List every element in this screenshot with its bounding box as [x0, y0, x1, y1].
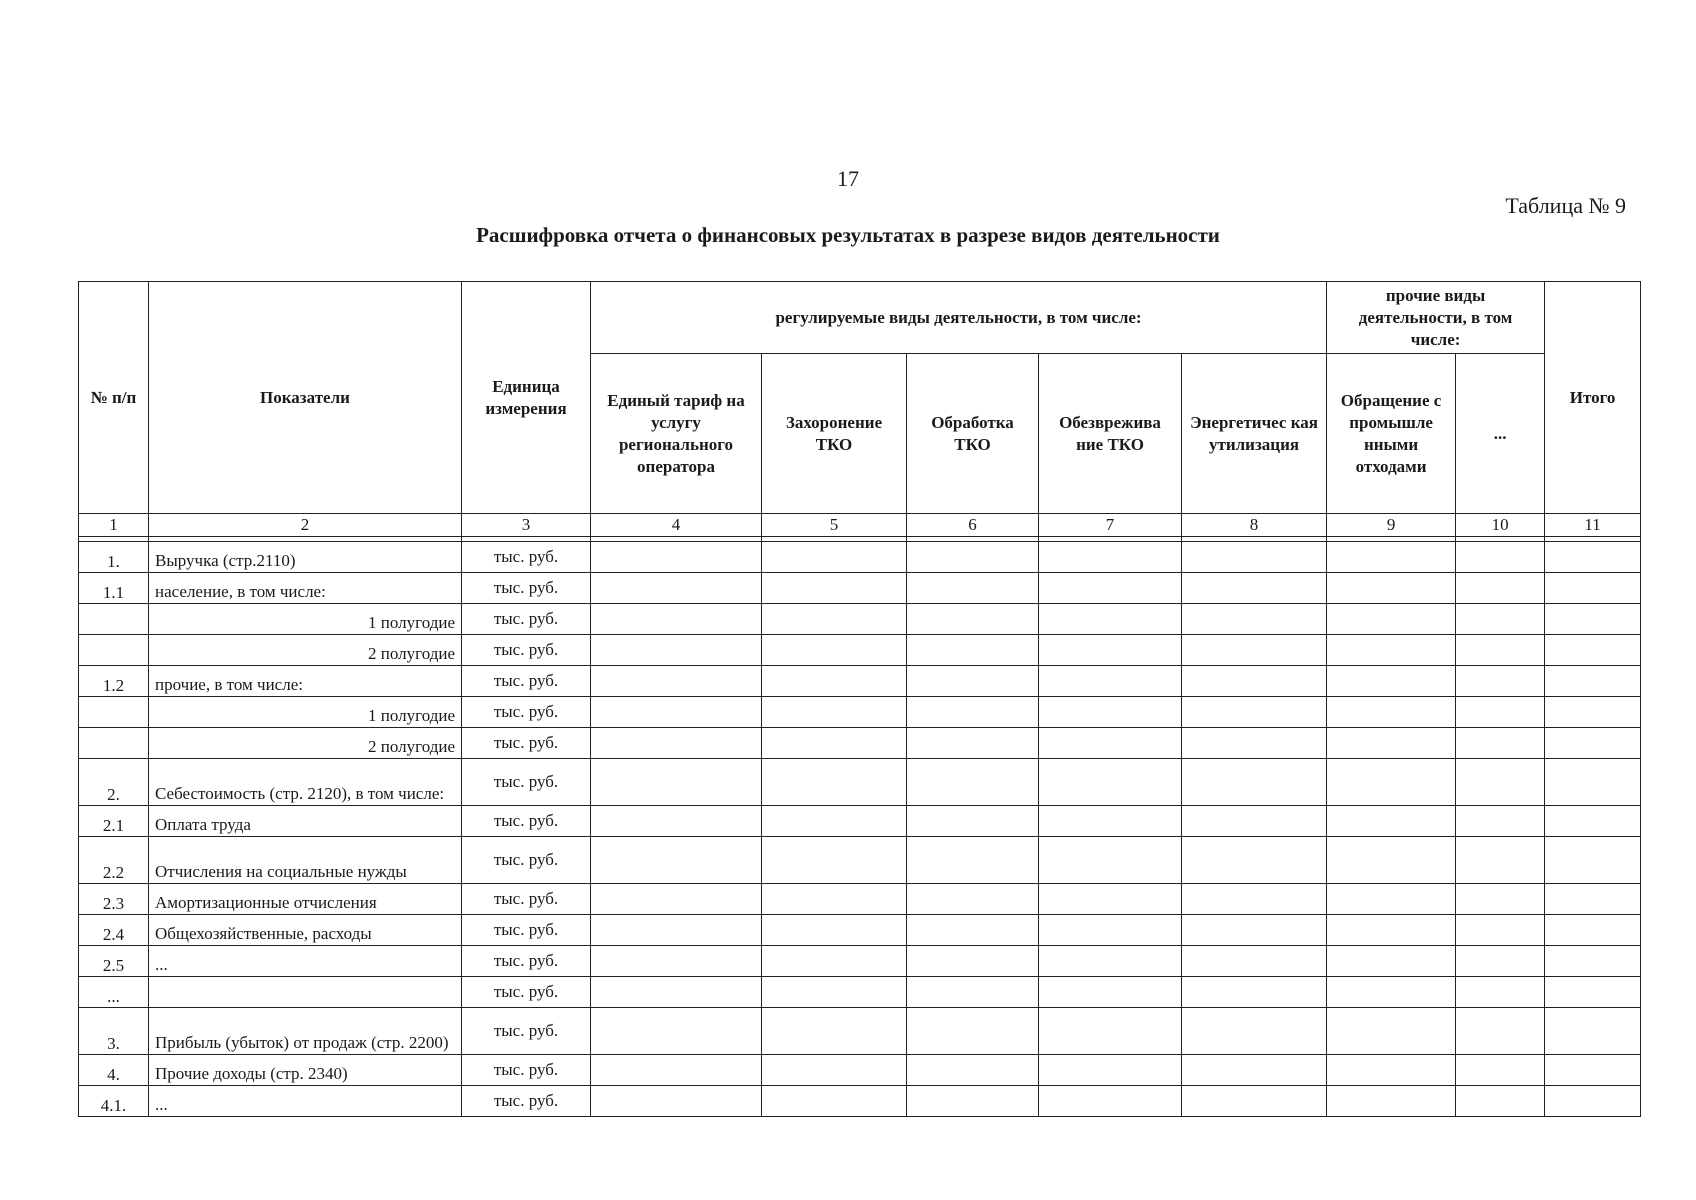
value-cell-col11 [1545, 806, 1641, 837]
value-cell-col11 [1545, 1055, 1641, 1086]
value-cell-col10 [1456, 666, 1545, 697]
value-cell-col10 [1456, 542, 1545, 573]
value-cell-col11 [1545, 977, 1641, 1008]
table-row [79, 666, 1641, 697]
row-unit: тыс. руб. [462, 946, 591, 977]
row-indicator: ... [149, 1086, 462, 1117]
value-cell-col9 [1327, 666, 1456, 697]
value-cell-col8 [1182, 946, 1327, 977]
row-unit: тыс. руб. [462, 977, 591, 1008]
value-cell-col7 [1039, 946, 1182, 977]
table-row [79, 1055, 1641, 1086]
value-cell-col6 [907, 1086, 1039, 1117]
row-unit: тыс. руб. [462, 604, 591, 635]
value-cell-col10 [1456, 604, 1545, 635]
row-unit: тыс. руб. [462, 759, 591, 806]
value-cell-col5 [762, 697, 907, 728]
column-number: 7 [1039, 514, 1182, 537]
row-indicator [149, 977, 462, 1008]
column-number: 8 [1182, 514, 1327, 537]
row-indicator: Амортизационные отчисления [149, 884, 462, 915]
column-number: 5 [762, 514, 907, 537]
row-number: 1.2 [79, 666, 149, 697]
table-row [79, 697, 1641, 728]
value-cell-col6 [907, 666, 1039, 697]
value-cell-col11 [1545, 728, 1641, 759]
header-sub-col10: ... [1456, 354, 1545, 514]
column-number: 10 [1456, 514, 1545, 537]
column-number-row [79, 514, 1641, 537]
row-unit: тыс. руб. [462, 666, 591, 697]
row-indicator: Отчисления на социальные нужды [149, 837, 462, 884]
value-cell-col7 [1039, 915, 1182, 946]
value-cell-col5 [762, 884, 907, 915]
row-number: 4.1. [79, 1086, 149, 1117]
table-row [79, 542, 1641, 573]
value-cell-col11 [1545, 915, 1641, 946]
column-number: 2 [149, 514, 462, 537]
value-cell-col10 [1456, 728, 1545, 759]
value-cell-col4 [591, 977, 762, 1008]
table-row [79, 1086, 1641, 1117]
value-cell-col9 [1327, 573, 1456, 604]
value-cell-col10 [1456, 806, 1545, 837]
column-number: 3 [462, 514, 591, 537]
value-cell-col8 [1182, 915, 1327, 946]
value-cell-col8 [1182, 542, 1327, 573]
value-cell-col8 [1182, 884, 1327, 915]
row-unit: тыс. руб. [462, 573, 591, 604]
row-number: 1. [79, 542, 149, 573]
table-number: Таблица № 9 [1505, 193, 1626, 218]
value-cell-col5 [762, 837, 907, 884]
value-cell-col6 [907, 759, 1039, 806]
header-sub-col5: Захоронение ТКО [762, 354, 907, 514]
value-cell-col7 [1039, 573, 1182, 604]
value-cell-col11 [1545, 837, 1641, 884]
table-row [79, 728, 1641, 759]
row-number: 3. [79, 1008, 149, 1055]
value-cell-col5 [762, 946, 907, 977]
row-unit: тыс. руб. [462, 1008, 591, 1055]
value-cell-col5 [762, 728, 907, 759]
value-cell-col8 [1182, 806, 1327, 837]
table-row [79, 1008, 1641, 1055]
value-cell-col9 [1327, 837, 1456, 884]
value-cell-col8 [1182, 977, 1327, 1008]
row-unit: тыс. руб. [462, 1055, 591, 1086]
value-cell-col8 [1182, 697, 1327, 728]
table-row [79, 573, 1641, 604]
value-cell-col9 [1327, 1086, 1456, 1117]
value-cell-col10 [1456, 697, 1545, 728]
row-unit: тыс. руб. [462, 884, 591, 915]
row-number: 2.4 [79, 915, 149, 946]
value-cell-col9 [1327, 542, 1456, 573]
table-row [79, 837, 1641, 884]
value-cell-col10 [1456, 1055, 1545, 1086]
table-row [79, 915, 1641, 946]
header-num: № п/п [79, 282, 149, 514]
value-cell-col6 [907, 884, 1039, 915]
header-unit: Единица измерения [462, 282, 591, 514]
row-number: 2. [79, 759, 149, 806]
row-indicator: Оплата труда [149, 806, 462, 837]
value-cell-col7 [1039, 1055, 1182, 1086]
financial-results-table [78, 281, 1641, 1117]
value-cell-col9 [1327, 806, 1456, 837]
value-cell-col6 [907, 573, 1039, 604]
row-number: 2.1 [79, 806, 149, 837]
value-cell-col7 [1039, 759, 1182, 806]
value-cell-col6 [907, 1008, 1039, 1055]
row-indicator: 1 полугодие [149, 604, 462, 635]
value-cell-col7 [1039, 1086, 1182, 1117]
value-cell-col6 [907, 697, 1039, 728]
value-cell-col7 [1039, 884, 1182, 915]
value-cell-col9 [1327, 728, 1456, 759]
value-cell-col8 [1182, 1055, 1327, 1086]
column-number: 9 [1327, 514, 1456, 537]
value-cell-col9 [1327, 915, 1456, 946]
value-cell-col11 [1545, 666, 1641, 697]
value-cell-col7 [1039, 666, 1182, 697]
value-cell-col9 [1327, 697, 1456, 728]
row-number: 2.5 [79, 946, 149, 977]
value-cell-col4 [591, 604, 762, 635]
header-group-regulated: регулируемые виды деятельности, в том числе: [591, 282, 1327, 354]
value-cell-col7 [1039, 604, 1182, 635]
value-cell-col6 [907, 604, 1039, 635]
value-cell-col4 [591, 542, 762, 573]
row-indicator: прочие, в том числе: [149, 666, 462, 697]
header-total: Итого [1545, 282, 1641, 514]
row-indicator: Прочие доходы (стр. 2340) [149, 1055, 462, 1086]
value-cell-col10 [1456, 837, 1545, 884]
value-cell-col10 [1456, 884, 1545, 915]
value-cell-col10 [1456, 635, 1545, 666]
value-cell-col6 [907, 1055, 1039, 1086]
value-cell-col4 [591, 806, 762, 837]
value-cell-col11 [1545, 759, 1641, 806]
table-row [79, 604, 1641, 635]
value-cell-col8 [1182, 1008, 1327, 1055]
column-number: 11 [1545, 514, 1641, 537]
value-cell-col5 [762, 1008, 907, 1055]
header-sub-col7: Обезврежива ние ТКО [1039, 354, 1182, 514]
value-cell-col10 [1456, 1086, 1545, 1117]
row-indicator: Себестоимость (стр. 2120), в том числе: [149, 759, 462, 806]
value-cell-col8 [1182, 1086, 1327, 1117]
row-number [79, 604, 149, 635]
value-cell-col4 [591, 946, 762, 977]
row-indicator: Прибыль (убыток) от продаж (стр. 2200) [149, 1008, 462, 1055]
value-cell-col7 [1039, 977, 1182, 1008]
row-indicator: Общехозяйственные, расходы [149, 915, 462, 946]
value-cell-col4 [591, 1086, 762, 1117]
value-cell-col7 [1039, 697, 1182, 728]
value-cell-col7 [1039, 806, 1182, 837]
row-unit: тыс. руб. [462, 1086, 591, 1117]
table-row [79, 977, 1641, 1008]
table-row [79, 635, 1641, 666]
value-cell-col10 [1456, 946, 1545, 977]
row-unit: тыс. руб. [462, 837, 591, 884]
row-indicator: 2 полугодие [149, 728, 462, 759]
table-row [79, 884, 1641, 915]
header-indicator: Показатели [149, 282, 462, 514]
row-indicator: население, в том числе: [149, 573, 462, 604]
value-cell-col7 [1039, 837, 1182, 884]
value-cell-col5 [762, 542, 907, 573]
row-number [79, 728, 149, 759]
value-cell-col7 [1039, 1008, 1182, 1055]
row-number: ... [79, 977, 149, 1008]
row-indicator: 2 полугодие [149, 635, 462, 666]
value-cell-col5 [762, 915, 907, 946]
row-number: 2.2 [79, 837, 149, 884]
table-body [79, 514, 1641, 1117]
value-cell-col5 [762, 1055, 907, 1086]
value-cell-col4 [591, 837, 762, 884]
header-group-other: прочие виды деятельности, в том числе: [1327, 282, 1545, 354]
value-cell-col11 [1545, 1008, 1641, 1055]
header-sub-col4: Единый тариф на услугу регионального оператора [591, 354, 762, 514]
value-cell-col9 [1327, 884, 1456, 915]
table-row [79, 759, 1641, 806]
value-cell-col4 [591, 573, 762, 604]
value-cell-col10 [1456, 977, 1545, 1008]
value-cell-col10 [1456, 1008, 1545, 1055]
value-cell-col4 [591, 1055, 762, 1086]
value-cell-col7 [1039, 728, 1182, 759]
value-cell-col5 [762, 635, 907, 666]
value-cell-col7 [1039, 635, 1182, 666]
value-cell-col10 [1456, 915, 1545, 946]
value-cell-col8 [1182, 759, 1327, 806]
table-row [79, 806, 1641, 837]
value-cell-col5 [762, 759, 907, 806]
row-number [79, 697, 149, 728]
value-cell-col8 [1182, 666, 1327, 697]
value-cell-col5 [762, 666, 907, 697]
row-indicator: ... [149, 946, 462, 977]
value-cell-col4 [591, 884, 762, 915]
value-cell-col11 [1545, 573, 1641, 604]
value-cell-col9 [1327, 1055, 1456, 1086]
value-cell-col4 [591, 759, 762, 806]
value-cell-col11 [1545, 604, 1641, 635]
column-number: 4 [591, 514, 762, 537]
value-cell-col5 [762, 604, 907, 635]
table-row [79, 946, 1641, 977]
header-sub-col8: Энергетичес кая утилизация [1182, 354, 1327, 514]
value-cell-col11 [1545, 884, 1641, 915]
value-cell-col8 [1182, 604, 1327, 635]
column-number: 1 [79, 514, 149, 537]
row-unit: тыс. руб. [462, 635, 591, 666]
value-cell-col5 [762, 977, 907, 1008]
row-indicator: Выручка (стр.2110) [149, 542, 462, 573]
row-number [79, 635, 149, 666]
value-cell-col11 [1545, 635, 1641, 666]
row-number: 4. [79, 1055, 149, 1086]
value-cell-col6 [907, 837, 1039, 884]
value-cell-col8 [1182, 635, 1327, 666]
value-cell-col9 [1327, 759, 1456, 806]
value-cell-col4 [591, 635, 762, 666]
value-cell-col9 [1327, 946, 1456, 977]
value-cell-col6 [907, 635, 1039, 666]
value-cell-col11 [1545, 946, 1641, 977]
value-cell-col5 [762, 573, 907, 604]
header-sub-col9: Обращение с промышле нными отходами [1327, 354, 1456, 514]
row-indicator: 1 полугодие [149, 697, 462, 728]
value-cell-col8 [1182, 573, 1327, 604]
page-number: 17 [837, 166, 859, 191]
column-number: 6 [907, 514, 1039, 537]
value-cell-col10 [1456, 573, 1545, 604]
row-unit: тыс. руб. [462, 806, 591, 837]
value-cell-col6 [907, 915, 1039, 946]
value-cell-col4 [591, 666, 762, 697]
row-unit: тыс. руб. [462, 697, 591, 728]
header-sub-col6: Обработка ТКО [907, 354, 1039, 514]
value-cell-col8 [1182, 837, 1327, 884]
value-cell-col4 [591, 1008, 762, 1055]
value-cell-col9 [1327, 604, 1456, 635]
value-cell-col6 [907, 946, 1039, 977]
value-cell-col6 [907, 728, 1039, 759]
row-unit: тыс. руб. [462, 728, 591, 759]
value-cell-col5 [762, 1086, 907, 1117]
row-number: 2.3 [79, 884, 149, 915]
value-cell-col11 [1545, 697, 1641, 728]
row-unit: тыс. руб. [462, 915, 591, 946]
value-cell-col9 [1327, 1008, 1456, 1055]
value-cell-col6 [907, 806, 1039, 837]
value-cell-col9 [1327, 635, 1456, 666]
value-cell-col11 [1545, 1086, 1641, 1117]
document-title: Расшифровка отчета о финансовых результатах в разрезе видов деятельности [476, 223, 1220, 247]
value-cell-col10 [1456, 759, 1545, 806]
row-unit: тыс. руб. [462, 542, 591, 573]
value-cell-col4 [591, 728, 762, 759]
value-cell-col5 [762, 806, 907, 837]
row-number: 1.1 [79, 573, 149, 604]
value-cell-col8 [1182, 728, 1327, 759]
value-cell-col7 [1039, 542, 1182, 573]
value-cell-col6 [907, 542, 1039, 573]
value-cell-col6 [907, 977, 1039, 1008]
value-cell-col4 [591, 697, 762, 728]
value-cell-col4 [591, 915, 762, 946]
value-cell-col11 [1545, 542, 1641, 573]
value-cell-col9 [1327, 977, 1456, 1008]
